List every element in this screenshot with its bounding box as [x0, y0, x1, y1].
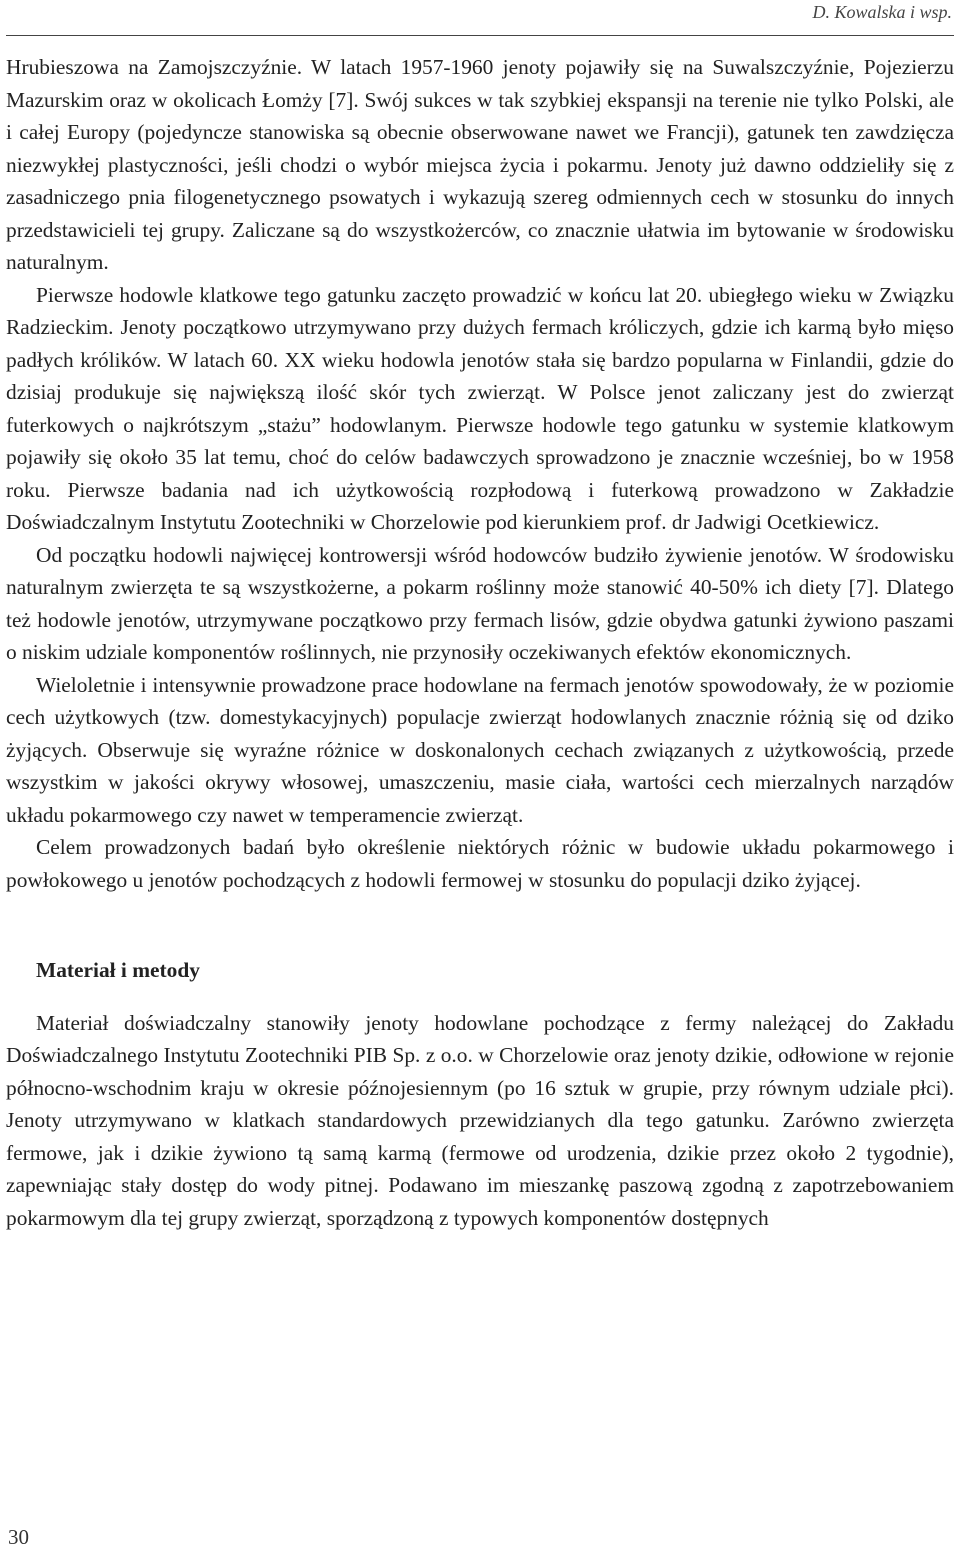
- paragraph-continuation: Hrubieszowa na Zamojszczyźnie. W latach 1957-1960 jenoty pojawiły się na Suwalszczyźnie, Pojezierzu Mazurskim oraz w okolicach Łomży [7]. Swój sukces w tak szybkiej ekspansji na terenie nie tylko Polski, ale i całej Europy (pojedyncze stanowiska są obecnie obserwowane nawet we Francji), gatunek ten zawdzięcza niezwykłej plastyczności, jeśli chodzi o wybór miejsca życia i pokarmu. Jenoty już dawno oddzieliły się z zasadniczego pnia filogenetycznego psowatych i wykazują szereg odmiennych cech w stosunku do innych przedstawicieli tej grupy. Zaliczane są do wszystkożerców, co znacznie ułatwia im bytowanie w środowisku naturalnym.: [6, 55, 954, 274]
- paragraph-breeding-differences: Wieloletnie i intensywnie prowadzone prace hodowlane na fermach jenotów spowodowały, że w poziomie cech użytkowych (tzw. domestykacyjnych) populacje zwierząt hodowlanych znacznie różnią się od dziko żyjących. Obserwuje się wyraźne różnice w doskonalonych cechach związanych z użytkowością, przede wszystkim w jakości okrywy włosowej, umaszczeniu, masie ciała, wartości cech mierzalnych narządów układu pokarmowego czy nawet w temperamencie zwierząt.: [6, 672, 954, 827]
- page-number: 30: [8, 1525, 29, 1549]
- running-head: D. Kowalska i wsp.: [812, 2, 952, 22]
- body-text: [6, 51, 954, 1234]
- header-rule: [6, 35, 954, 36]
- paragraph-material: Materiał doświadczalny stanowiły jenoty hodowlane pochodzące z fermy należącej do Zakładu Doświadczalnego Instytutu Zootechniki PIB Sp. z o.o. w Chorzelowie oraz jenoty dzikie, odłowione w rejonie północno-wschodnim kraju w okresie późnojesiennym (po 16 sztuk w grupie, przy równym udziale płci). Jenoty utrzymywano w klatkach standardowych przewidzianych dla tego gatunku. Zarówno zwierzęta fermowe, jak i dzikie żywiono tą samą karmą (fermowe od urodzenia, dzikie przez około 2 tygodnie), zapewniając stały dostęp do wody pitnej. Podawano im mieszankę paszową zgodną z zapotrzebowaniem pokarmowym dla tej grupy zwierząt, sporządzoną z typowych komponentów dostępnych: [6, 1010, 954, 1230]
- section-heading-methods: Materiał i metody: [36, 958, 200, 982]
- paragraph-aim: Celem prowadzonych badań było określenie niektórych różnic w budowie układu pokarmowego i powłokowego u jenotów pochodzących z hodowli fermowej w stosunku do populacji dziko żyjącej.: [6, 835, 954, 892]
- paragraph-farm-history: Pierwsze hodowle klatkowe tego gatunku zaczęto prowadzić w końcu lat 20. ubiegłego wieku w Związku Radzieckim. Jenoty początkowo utrzymywano przy dużych fermach króliczych, gdzie ich karmą było mięso padłych królików. W latach 60. XX wieku hodowla jenotów stała się bardzo popularna w Finlandii, gdzie do dzisiaj produkuje się największą ilość skór tych zwierząt. W Polsce jenot zaliczany jest do zwierząt futerkowych o najkrótszym „stażu” hodowlanym. Pierwsze hodowle tego gatunku w systemie klatkowym pojawiły się około 35 lat temu, choć do celów badawczych sprowadzono je znacznie wcześniej, bo w 1958 roku. Pierwsze badania nad ich użytkowością rozpłodową i futerkową prowadzono w Zakładzie Doświadczalnym Instytutu Zootechniki w Chorzelowie pod kierunkiem prof. dr Jadwigi Ocetkiewicz.: [6, 282, 954, 534]
- paragraph-feeding: Od początku hodowli najwięcej kontrowersji wśród hodowców budziło żywienie jenotów. W środowisku naturalnym zwierzęta te są wszystkożerne, a pokarm roślinny może stanowić 40-50% ich diety [7]. Dlatego też hodowle jenotów, utrzymywane początkowo przy fermach lisów, gdzie obydwa gatunki żywiono paszami o niskim udziale komponentów roślinnych, nie przynosiły oczekiwanych efektów ekonomicznych.: [6, 542, 954, 664]
